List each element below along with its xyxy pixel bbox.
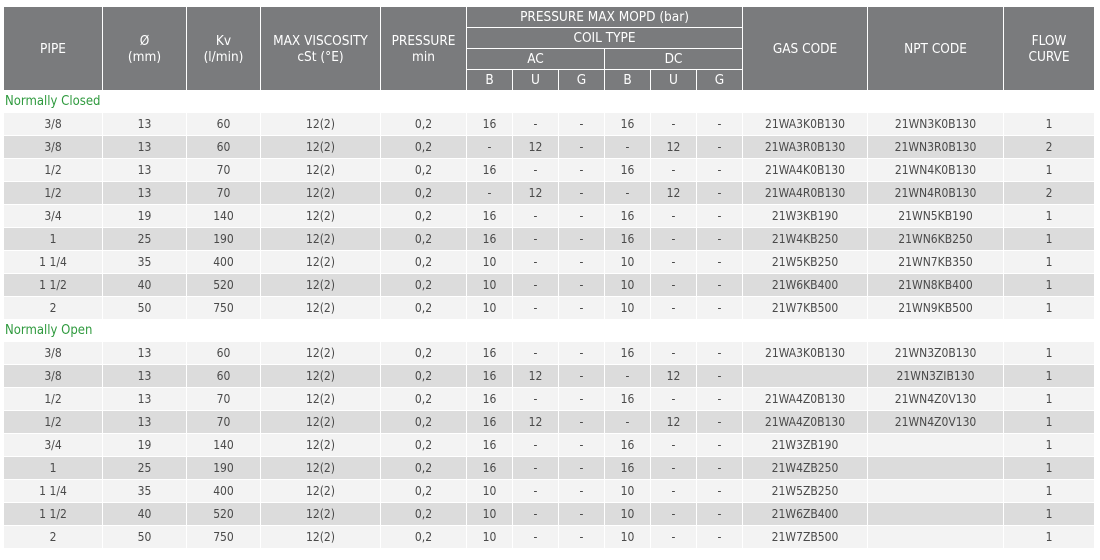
gas-code-cell: 21WA4Z0B130 — [742, 410, 867, 433]
dc-b-cell: 10 — [604, 525, 650, 548]
npt-code-cell: 21WN4K0B130 — [867, 158, 1003, 181]
gas-code-cell — [742, 364, 867, 387]
header-ac-b: B — [466, 69, 512, 90]
pipe-cell: 3/8 — [4, 112, 102, 135]
pipe-cell: 1/2 — [4, 410, 102, 433]
dc-u-cell: - — [650, 112, 696, 135]
flow-curve-cell: 1 — [1003, 112, 1094, 135]
pipe-cell: 1 1/2 — [4, 502, 102, 525]
ac-b-cell: 16 — [466, 158, 512, 181]
pipe-cell: 1 1/4 — [4, 250, 102, 273]
dc-u-cell: - — [650, 204, 696, 227]
pipe-cell: 3/4 — [4, 433, 102, 456]
ac-g-cell: - — [558, 227, 604, 250]
ac-b-cell: 10 — [466, 296, 512, 319]
dc-g-cell: - — [696, 296, 742, 319]
gas-code-cell: 21W4KB250 — [742, 227, 867, 250]
dc-b-cell: 10 — [604, 502, 650, 525]
kv-cell: 70 — [186, 410, 260, 433]
dc-u-cell: - — [650, 273, 696, 296]
ac-u-cell: 12 — [512, 410, 558, 433]
viscosity-cell: 12(2) — [260, 456, 380, 479]
npt-code-cell: 21WN4R0B130 — [867, 181, 1003, 204]
ac-b-cell: - — [466, 135, 512, 158]
ac-b-cell: 10 — [466, 479, 512, 502]
ac-g-cell: - — [558, 410, 604, 433]
ac-g-cell: - — [558, 158, 604, 181]
dc-b-cell: 16 — [604, 456, 650, 479]
ac-u-cell: 12 — [512, 364, 558, 387]
flow-curve-cell: 2 — [1003, 181, 1094, 204]
pipe-cell: 1 1/2 — [4, 273, 102, 296]
pressure-min-cell: 0,2 — [380, 479, 466, 502]
dc-u-cell: - — [650, 296, 696, 319]
ac-g-cell: - — [558, 456, 604, 479]
flow-curve-cell: 1 — [1003, 227, 1094, 250]
npt-code-cell — [867, 433, 1003, 456]
viscosity-cell: 12(2) — [260, 158, 380, 181]
pipe-cell: 1/2 — [4, 181, 102, 204]
flow-curve-cell: 1 — [1003, 341, 1094, 364]
ac-g-cell: - — [558, 112, 604, 135]
ac-b-cell: 10 — [466, 502, 512, 525]
ac-g-cell: - — [558, 479, 604, 502]
npt-code-cell — [867, 525, 1003, 548]
viscosity-cell: 12(2) — [260, 387, 380, 410]
pressure-min-cell: 0,2 — [380, 135, 466, 158]
dc-u-cell: - — [650, 456, 696, 479]
header-diameter: Ø (mm) — [102, 7, 186, 90]
pipe-cell: 1 1/4 — [4, 479, 102, 502]
pressure-min-cell: 0,2 — [380, 112, 466, 135]
diameter-cell: 13 — [102, 158, 186, 181]
diameter-cell: 13 — [102, 135, 186, 158]
dc-b-cell: 16 — [604, 387, 650, 410]
table-body — [4, 90, 1094, 548]
gas-code-cell: 21W6KB400 — [742, 273, 867, 296]
diameter-cell: 35 — [102, 250, 186, 273]
table-row — [4, 273, 1094, 296]
npt-code-cell — [867, 456, 1003, 479]
header-pressure-max: PRESSURE MAX MOPD (bar) — [466, 7, 742, 27]
diameter-cell: 13 — [102, 181, 186, 204]
npt-code-cell: 21WN5KB190 — [867, 204, 1003, 227]
diameter-cell: 35 — [102, 479, 186, 502]
pipe-cell: 3/8 — [4, 341, 102, 364]
diameter-cell: 19 — [102, 204, 186, 227]
ac-g-cell: - — [558, 341, 604, 364]
dc-u-cell: - — [650, 502, 696, 525]
dc-g-cell: - — [696, 456, 742, 479]
ac-u-cell: - — [512, 227, 558, 250]
diameter-cell: 40 — [102, 273, 186, 296]
flow-curve-cell: 1 — [1003, 204, 1094, 227]
dc-g-cell: - — [696, 387, 742, 410]
pressure-min-cell: 0,2 — [380, 456, 466, 479]
kv-cell: 750 — [186, 296, 260, 319]
header-npt-code: NPT CODE — [867, 7, 1003, 90]
pressure-min-cell: 0,2 — [380, 273, 466, 296]
viscosity-cell: 12(2) — [260, 525, 380, 548]
pressure-min-cell: 0,2 — [380, 250, 466, 273]
diameter-cell: 40 — [102, 502, 186, 525]
dc-b-cell: 16 — [604, 158, 650, 181]
npt-code-cell: 21WN3K0B130 — [867, 112, 1003, 135]
header-pressure-min: PRESSURE min — [380, 7, 466, 90]
dc-u-cell: 12 — [650, 364, 696, 387]
table-row — [4, 364, 1094, 387]
table-row — [4, 456, 1094, 479]
header-kv: Kv (l/min) — [186, 7, 260, 90]
header-dc-u: U — [650, 69, 696, 90]
header-dc-g: G — [696, 69, 742, 90]
viscosity-cell: 12(2) — [260, 433, 380, 456]
ac-g-cell: - — [558, 525, 604, 548]
dc-b-cell: 16 — [604, 204, 650, 227]
pipe-cell: 1 — [4, 227, 102, 250]
kv-cell: 140 — [186, 433, 260, 456]
table-row — [4, 479, 1094, 502]
gas-code-cell: 21W5KB250 — [742, 250, 867, 273]
pipe-cell: 3/8 — [4, 135, 102, 158]
table-row — [4, 181, 1094, 204]
npt-code-cell: 21WN3Z0B130 — [867, 341, 1003, 364]
viscosity-cell: 12(2) — [260, 273, 380, 296]
gas-code-cell: 21WA3K0B130 — [742, 112, 867, 135]
viscosity-cell: 12(2) — [260, 410, 380, 433]
dc-g-cell: - — [696, 227, 742, 250]
pressure-min-cell: 0,2 — [380, 227, 466, 250]
dc-u-cell: - — [650, 227, 696, 250]
dc-u-cell: - — [650, 479, 696, 502]
gas-code-cell: 21W4ZB250 — [742, 456, 867, 479]
diameter-cell: 25 — [102, 227, 186, 250]
viscosity-cell: 12(2) — [260, 502, 380, 525]
flow-curve-cell: 1 — [1003, 433, 1094, 456]
table-row — [4, 227, 1094, 250]
npt-code-cell — [867, 502, 1003, 525]
dc-b-cell: 16 — [604, 341, 650, 364]
ac-u-cell: - — [512, 341, 558, 364]
pipe-cell: 1 — [4, 456, 102, 479]
diameter-cell: 13 — [102, 341, 186, 364]
table-row — [4, 158, 1094, 181]
dc-g-cell: - — [696, 181, 742, 204]
ac-b-cell: - — [466, 181, 512, 204]
section-row — [4, 319, 1094, 341]
dc-b-cell: - — [604, 410, 650, 433]
ac-u-cell: - — [512, 250, 558, 273]
gas-code-cell: 21W5ZB250 — [742, 479, 867, 502]
dc-b-cell: 10 — [604, 273, 650, 296]
ac-g-cell: - — [558, 296, 604, 319]
npt-code-cell: 21WN6KB250 — [867, 227, 1003, 250]
dc-g-cell: - — [696, 273, 742, 296]
dc-g-cell: - — [696, 433, 742, 456]
ac-u-cell: 12 — [512, 181, 558, 204]
section-title: Normally Closed — [4, 90, 1094, 112]
npt-code-cell: 21WN3R0B130 — [867, 135, 1003, 158]
ac-b-cell: 10 — [466, 250, 512, 273]
viscosity-cell: 12(2) — [260, 250, 380, 273]
gas-code-cell: 21WA4Z0B130 — [742, 387, 867, 410]
diameter-cell: 13 — [102, 410, 186, 433]
ac-u-cell: - — [512, 112, 558, 135]
kv-cell: 60 — [186, 364, 260, 387]
ac-b-cell: 16 — [466, 456, 512, 479]
table-row — [4, 135, 1094, 158]
ac-u-cell: - — [512, 296, 558, 319]
pipe-cell: 1/2 — [4, 158, 102, 181]
ac-u-cell: - — [512, 387, 558, 410]
dc-u-cell: - — [650, 341, 696, 364]
npt-code-cell — [867, 479, 1003, 502]
flow-curve-cell: 1 — [1003, 502, 1094, 525]
npt-code-cell: 21WN8KB400 — [867, 273, 1003, 296]
dc-g-cell: - — [696, 364, 742, 387]
dc-g-cell: - — [696, 410, 742, 433]
dc-b-cell: - — [604, 364, 650, 387]
table-row — [4, 387, 1094, 410]
ac-g-cell: - — [558, 364, 604, 387]
ac-b-cell: 16 — [466, 387, 512, 410]
viscosity-cell: 12(2) — [260, 135, 380, 158]
dc-g-cell: - — [696, 341, 742, 364]
pressure-min-cell: 0,2 — [380, 296, 466, 319]
kv-cell: 400 — [186, 479, 260, 502]
ac-b-cell: 16 — [466, 364, 512, 387]
ac-b-cell: 10 — [466, 273, 512, 296]
flow-curve-cell: 2 — [1003, 135, 1094, 158]
kv-cell: 70 — [186, 158, 260, 181]
pipe-cell: 3/4 — [4, 204, 102, 227]
npt-code-cell: 21WN7KB350 — [867, 250, 1003, 273]
pipe-cell: 3/8 — [4, 364, 102, 387]
flow-curve-cell: 1 — [1003, 158, 1094, 181]
pressure-min-cell: 0,2 — [380, 364, 466, 387]
pressure-min-cell: 0,2 — [380, 433, 466, 456]
pressure-min-cell: 0,2 — [380, 158, 466, 181]
gas-code-cell: 21W7KB500 — [742, 296, 867, 319]
gas-code-cell: 21WA4K0B130 — [742, 158, 867, 181]
table-row — [4, 296, 1094, 319]
kv-cell: 190 — [186, 227, 260, 250]
table-row — [4, 433, 1094, 456]
ac-g-cell: - — [558, 387, 604, 410]
flow-curve-cell: 1 — [1003, 456, 1094, 479]
header-coil-type: COIL TYPE — [466, 27, 742, 48]
ac-g-cell: - — [558, 250, 604, 273]
flow-curve-cell: 1 — [1003, 296, 1094, 319]
gas-code-cell: 21WA4R0B130 — [742, 181, 867, 204]
npt-code-cell: 21WN3ZIB130 — [867, 364, 1003, 387]
pressure-min-cell: 0,2 — [380, 341, 466, 364]
pressure-min-cell: 0,2 — [380, 204, 466, 227]
kv-cell: 520 — [186, 502, 260, 525]
npt-code-cell: 21WN9KB500 — [867, 296, 1003, 319]
ac-b-cell: 10 — [466, 525, 512, 548]
flow-curve-cell: 1 — [1003, 387, 1094, 410]
dc-b-cell: 16 — [604, 112, 650, 135]
dc-b-cell: - — [604, 181, 650, 204]
ac-g-cell: - — [558, 181, 604, 204]
pressure-min-cell: 0,2 — [380, 181, 466, 204]
kv-cell: 60 — [186, 135, 260, 158]
ac-b-cell: 16 — [466, 410, 512, 433]
header-gas-code: GAS CODE — [742, 7, 867, 90]
dc-b-cell: 10 — [604, 296, 650, 319]
diameter-cell: 50 — [102, 296, 186, 319]
pressure-min-cell: 0,2 — [380, 525, 466, 548]
dc-u-cell: - — [650, 433, 696, 456]
dc-b-cell: 10 — [604, 479, 650, 502]
dc-g-cell: - — [696, 250, 742, 273]
flow-curve-cell: 1 — [1003, 364, 1094, 387]
dc-u-cell: - — [650, 158, 696, 181]
ac-u-cell: - — [512, 479, 558, 502]
viscosity-cell: 12(2) — [260, 204, 380, 227]
section-row — [4, 90, 1094, 112]
ac-g-cell: - — [558, 273, 604, 296]
dc-g-cell: - — [696, 204, 742, 227]
table-row — [4, 250, 1094, 273]
header-dc: DC — [604, 48, 742, 69]
kv-cell: 520 — [186, 273, 260, 296]
kv-cell: 70 — [186, 387, 260, 410]
ac-b-cell: 16 — [466, 341, 512, 364]
dc-u-cell: - — [650, 525, 696, 548]
viscosity-cell: 12(2) — [260, 181, 380, 204]
ac-b-cell: 16 — [466, 227, 512, 250]
dc-b-cell: - — [604, 135, 650, 158]
pipe-cell: 1/2 — [4, 387, 102, 410]
header-ac-g: G — [558, 69, 604, 90]
ac-u-cell: 12 — [512, 135, 558, 158]
viscosity-cell: 12(2) — [260, 364, 380, 387]
ac-u-cell: - — [512, 204, 558, 227]
diameter-cell: 50 — [102, 525, 186, 548]
flow-curve-cell: 1 — [1003, 479, 1094, 502]
ac-g-cell: - — [558, 433, 604, 456]
table-row — [4, 525, 1094, 548]
diameter-cell: 13 — [102, 364, 186, 387]
ac-u-cell: - — [512, 273, 558, 296]
kv-cell: 60 — [186, 341, 260, 364]
dc-u-cell: 12 — [650, 181, 696, 204]
npt-code-cell: 21WN4Z0V130 — [867, 387, 1003, 410]
flow-curve-cell: 1 — [1003, 525, 1094, 548]
gas-code-cell: 21W7ZB500 — [742, 525, 867, 548]
viscosity-cell: 12(2) — [260, 227, 380, 250]
header-pipe: PIPE — [4, 7, 102, 90]
dc-g-cell: - — [696, 502, 742, 525]
pipe-cell: 2 — [4, 525, 102, 548]
header-ac: AC — [466, 48, 604, 69]
gas-code-cell: 21W6ZB400 — [742, 502, 867, 525]
dc-u-cell: 12 — [650, 135, 696, 158]
diameter-cell: 13 — [102, 387, 186, 410]
dc-b-cell: 10 — [604, 250, 650, 273]
ac-b-cell: 16 — [466, 204, 512, 227]
dc-b-cell: 16 — [604, 433, 650, 456]
gas-code-cell: 21WA3K0B130 — [742, 341, 867, 364]
diameter-cell: 13 — [102, 112, 186, 135]
ac-u-cell: - — [512, 502, 558, 525]
pressure-min-cell: 0,2 — [380, 387, 466, 410]
ac-u-cell: - — [512, 433, 558, 456]
gas-code-cell: 21W3KB190 — [742, 204, 867, 227]
diameter-cell: 19 — [102, 433, 186, 456]
dc-u-cell: 12 — [650, 410, 696, 433]
ac-u-cell: - — [512, 525, 558, 548]
kv-cell: 60 — [186, 112, 260, 135]
dc-g-cell: - — [696, 525, 742, 548]
kv-cell: 140 — [186, 204, 260, 227]
table-row — [4, 410, 1094, 433]
gas-code-cell: 21WA3R0B130 — [742, 135, 867, 158]
table-row — [4, 204, 1094, 227]
table-row — [4, 502, 1094, 525]
header-ac-u: U — [512, 69, 558, 90]
diameter-cell: 25 — [102, 456, 186, 479]
dc-g-cell: - — [696, 479, 742, 502]
table-header — [4, 7, 1094, 90]
kv-cell: 400 — [186, 250, 260, 273]
viscosity-cell: 12(2) — [260, 479, 380, 502]
kv-cell: 70 — [186, 181, 260, 204]
ac-b-cell: 16 — [466, 112, 512, 135]
dc-g-cell: - — [696, 158, 742, 181]
dc-g-cell: - — [696, 112, 742, 135]
kv-cell: 190 — [186, 456, 260, 479]
header-dc-b: B — [604, 69, 650, 90]
ac-u-cell: - — [512, 456, 558, 479]
ac-b-cell: 16 — [466, 433, 512, 456]
section-title: Normally Open — [4, 319, 1094, 341]
ac-u-cell: - — [512, 158, 558, 181]
dc-b-cell: 16 — [604, 227, 650, 250]
flow-curve-cell: 1 — [1003, 250, 1094, 273]
dc-g-cell: - — [696, 135, 742, 158]
npt-code-cell: 21WN4Z0V130 — [867, 410, 1003, 433]
kv-cell: 750 — [186, 525, 260, 548]
header-max-viscosity: MAX VISCOSITY cSt (°E) — [260, 7, 380, 90]
ac-g-cell: - — [558, 135, 604, 158]
header-flow-curve: FLOW CURVE — [1003, 7, 1094, 90]
viscosity-cell: 12(2) — [260, 112, 380, 135]
ac-g-cell: - — [558, 502, 604, 525]
ac-g-cell: - — [558, 204, 604, 227]
dc-u-cell: - — [650, 250, 696, 273]
valve-spec-table — [4, 7, 1094, 548]
dc-u-cell: - — [650, 387, 696, 410]
table-row — [4, 112, 1094, 135]
viscosity-cell: 12(2) — [260, 341, 380, 364]
pressure-min-cell: 0,2 — [380, 410, 466, 433]
gas-code-cell: 21W3ZB190 — [742, 433, 867, 456]
flow-curve-cell: 1 — [1003, 410, 1094, 433]
pressure-min-cell: 0,2 — [380, 502, 466, 525]
flow-curve-cell: 1 — [1003, 273, 1094, 296]
viscosity-cell: 12(2) — [260, 296, 380, 319]
pipe-cell: 2 — [4, 296, 102, 319]
table-row — [4, 341, 1094, 364]
